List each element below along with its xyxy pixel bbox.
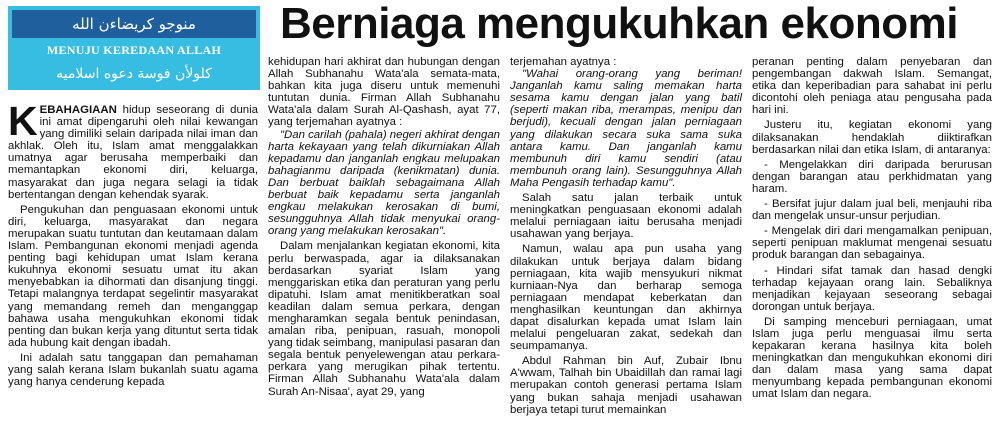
paragraph: Dalam menjalankan kegiatan ekonomi, kita perlu berwaspada, agar ia dilaksanakan berdasarkan syariat Islam yang menggariskan etika dan peraturan yang perlu dipatuhi. Islam amat menitikberatkan soal keadilan dalam semua perkara, dengan mengharamkan segala bentuk penindasan, amalan riba, penipuan, rasuah, monopoli yang tidak seimbang, manipulasi pasaran dan segala bentuk penyelewengan atau perkara-perkara yang merugikan pihak tertentu. Firman Allah Subhanahu Wata'ala dalam Surah An-Nisaa', ayat 29, yang bbox=[268, 240, 500, 398]
paragraph bbox=[8, 98, 258, 201]
masthead-arabic-top: منوجو كريضاءن الله bbox=[12, 10, 256, 38]
quote-paragraph: "Wahai orang-orang yang beriman! Janganlah kamu saling memakan harta sesama kamu dengan jalan yang batil (seperti makan riba, merampas, menipu dan berjudi), kecuali dengan jalan perniagaan yang dilakukan secara suka sama suka antara kamu. Dan janganlah kamu membunuh diri kamu sendiri (atau membunuh orang lain). Sesungguhnya Allah Maha Pengasih terhadap kamu". bbox=[510, 68, 742, 189]
bullet-item: - Mengelak diri dari mengamalkan penipuan, seperti penipuan maklumat mengenai sesuatu produk barangan dan sebagainya. bbox=[752, 225, 992, 262]
paragraph: Di samping menceburi perniagaan, umat Islam juga perlu menguasai ilmu serta kepakaran kerana hasilnya kita boleh meningkatkan dan mengukuhkan ekonomi diri dan dalam masa yang sama dapat menyumbang kepada pembangunan ekonomi umat Islam dan negara. bbox=[752, 315, 992, 401]
article-column-1 bbox=[8, 98, 258, 389]
lead-caps: EBAHAGIAAN bbox=[39, 104, 117, 116]
paragraph: Pengukuhan dan penguasaan ekonomi untuk diri, keluarga, masyarakat dan negara merupakan suatu tuntutan dan keutamaan dalam Islam. Pembangunan ekonomi menjadi agenda penting bagi kehidupan umat Islam kerana kukuhnya ekonomi sesuatu umat itu akan menyebabkan ia dihormati dan disanjung tinggi. Tetapi malangnya terdapat segelintir masyarakat yang memandang remeh dan menganggap bahawa usaha mengukuhkan ekonomi tidak penting dan bukan kerja yang dituntut serta tidak ada hubung kait dengan ibadah. bbox=[8, 203, 258, 349]
paragraph: terjemahan ayatnya : bbox=[510, 56, 617, 68]
paragraph: kehidupan hari akhirat dan hubungan dengan Allah Subhanahu Wata'ala semata-mata, bahkan kita juga diseru untuk memenuhi tuntutan dunia. Firman Allah Subhanahu Wata'ala dalam Surah Al-Qashash, ayat 77, yang terjemahan ayatnya : bbox=[268, 56, 500, 129]
article-headline: Berniaga mengukuhkan ekonomi bbox=[280, 0, 958, 48]
paragraph: Namun, walau apa pun usaha yang dilakukan untuk berjaya dalam bidang perniagaan, kita wajib mensyukuri nikmat kurniaan-Nya dan berharap semoga perniagaan mendapat keberkatan dan menghasilkan keuntungan dan akhirnya dapat disalurkan kepada umat Islam lain melalui pengeluaran zakat, sedekah dan seumpamanya. bbox=[510, 243, 742, 353]
column-masthead bbox=[8, 6, 260, 90]
bullet-item: - Hindari sifat tamak dan hasad dengki terhadap kejayaan orang lain. Sebaliknya menjadikan kejayaan seseorang sebagai dorongan untuk berjaya. bbox=[752, 264, 992, 313]
article-column-2 bbox=[268, 56, 500, 398]
article-column-4 bbox=[752, 56, 992, 401]
bullet-item: - Mengelakkan diri daripada berurusan dengan barangan atau perkhidmatan yang haram. bbox=[752, 158, 992, 195]
quote-paragraph: "Dan carilah (pahala) negeri akhirat dengan harta kekayaan yang telah dikurniakan Allah kepadamu dan janganlah engkau melupakan bahagianmu daripada (kenikmatan) dunia. Dan berbuat baiklah sebagaimana Allah berbuat baik kepadamu serta janganlah engkau melakukan kerosakan di bumi, sesungguhnya Allah tidak menyukai orang-orang yang melakukan kerosakan". bbox=[268, 128, 500, 238]
drop-cap: K bbox=[8, 98, 38, 144]
paragraph: Salah satu jalan terbaik untuk meningkatkan penguasaan ekonomi adalah melalui perniagaan iaitu berusaha menjadi usahawan yang berjaya. bbox=[510, 192, 742, 241]
masthead-arabic-bottom: كلولأن فوسة دعوه اسلاميه bbox=[56, 65, 212, 82]
paragraph: peranan penting dalam penyebaran dan pengembangan dakwah Islam. Semangat, etika dan keperibadian para sahabat ini perlu dicontohi oleh peniaga atau pengusaha pada hari ini. bbox=[752, 56, 992, 117]
article-column-3 bbox=[510, 56, 742, 416]
paragraph-text: hidup seseorang di dunia ini amat dipengaruhi oleh nilai kewangan yang dimiliki selain daripada nilai iman dan akhlak. Oleh itu, Islam amat menggalakkan umatnya agar berusaha memperbaiki dan memantapkan ekonomi diri, keluarga, masyarakat dan juga negara selagi ia tidak bertentangan dengan kehendak syarak. bbox=[8, 104, 258, 201]
bullet-item: - Bersifat jujur dalam jual beli, menjauhi riba dan mengelak unsur-unsur perjudian. bbox=[752, 198, 992, 223]
paragraph: Ini adalah satu tanggapan dan pemahaman yang salah kerana Islam bukanlah suatu agama yang hanya cenderung kepada bbox=[8, 351, 258, 389]
masthead-title: MENUJU KEREDAAN ALLAH bbox=[46, 43, 222, 57]
paragraph: Justeru itu, kegiatan ekonomi yang dilaksanakan hendaklah diiktirafkan berdasarkan nilai dan etika Islam, di antaranya: bbox=[752, 119, 992, 156]
paragraph: Abdul Rahman bin Auf, Zubair Ibnu A'wwam, Talhah bin Ubaidillah dan ramai lagi merupakan contoh generasi pertama Islam yang bukan sahaja menjadi usahawan berjaya tetapi turut memainkan bbox=[510, 355, 742, 416]
